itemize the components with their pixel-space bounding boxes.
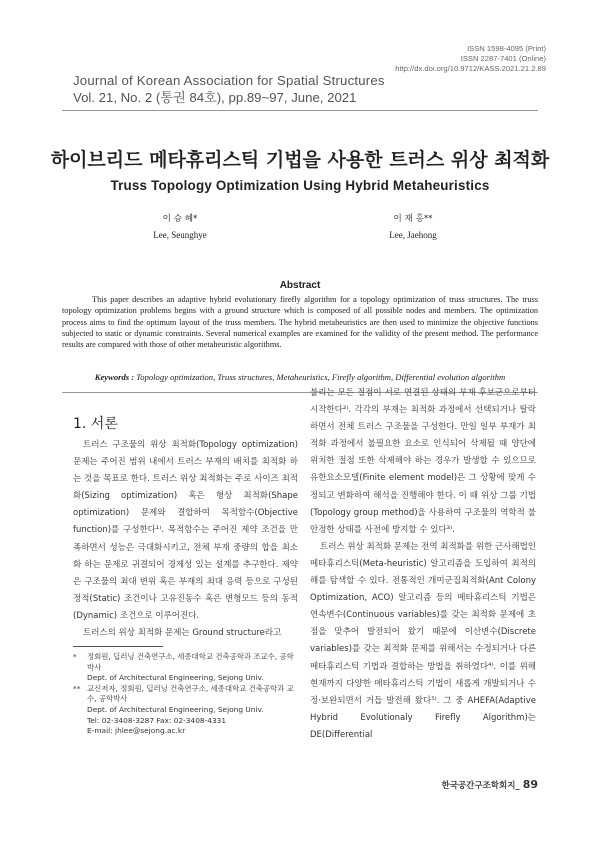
- section-heading: 1. 서론: [73, 416, 118, 432]
- footnote-1-line-2: Dept. of Architectural Engineering, Sejong Univ.: [87, 673, 264, 683]
- author-2: [343, 208, 483, 240]
- keywords-label: Keywords :: [94, 372, 135, 382]
- footnote-1: [73, 652, 298, 684]
- footnote-rule: [73, 646, 163, 647]
- left-paragraph-1: 트러스 구조물의 위상 최적화(Topology optimization) 문제는 주어진 범위 내에서 트러스 부재의 배치를 최적화 하는 것을 목표로 한다. 트러스 위상 최적화는 주로 사이즈 최적화(Sizing optimization) 혹은 형상 최적화(Shape optimization) 문제와 결합하여 목적함수(Objective function)를 구성한다¹⁾. 목적함수는 주어진 제약 조건을 만족하면서 성능은 극대화시키고, 전체 부재 중량의 합을 최소화 하는 문제로 귀결되어 경제성 있는 설계를 추구한다. 제약은 구조물의 최대 변위 혹은 부재의 최대 응력 등으로 구성된 정적(Static) 조건이나 고유진동수 혹은 변형모드 등의 동적(Dynamic) 조건으로 이루어진다.: [73, 440, 298, 621]
- footnotes: [73, 652, 298, 737]
- abstract-body: This paper describes an adaptive hybrid evolutionary firefly algorithm for a topology optimization of truss structures. The truss topology optimization problems begins with a ground structure which is composed of all possible nodes and members. The optimization process aims to find the optimum layout of the truss members. The hybrid metaheuristics are then used to minimize the objective functions subjected to static or dynamic constraints. Several numerical examples are examined for the validity of the present method. The performance results are compared with those of other metaheuristic algorithms.: [62, 295, 538, 350]
- journal-name: Journal of Korean Association for Spatial Structures: [73, 73, 385, 88]
- author-2-name-en: Lee, Jaehong: [389, 230, 437, 240]
- left-paragraph-2: 트러스의 위상 최적화 문제는 Ground structure라고: [83, 628, 282, 639]
- volume-line: Vol. 21, No. 2 (통권 84호), pp.89~97, June, 2021: [73, 90, 357, 105]
- footnote-1-line-1: 정회원, 딥러닝 건축연구소, 세종대학교 건축공학과 조교수, 공학박사: [87, 652, 294, 672]
- footnote-2-line-4[interactable]: E-mail: jhlee@sejong.ac.kr: [87, 726, 186, 736]
- doi-link[interactable]: http://dx.doi.org/10.9712/KASS.2021.21.2.89: [395, 64, 546, 73]
- footnote-2-mark: **: [73, 683, 81, 693]
- right-paragraph-1: 불리는 모든 절점이 서로 연결된 상태의 부재 후보군으로부터 시작한다²⁾. 각각의 부재는 최적화 과정에서 선택되거나 탈락하면서 전체 트러스 구조물을 구성한다. 만일 일부 부재가 최적화 과정에서 불필요한 요소로 인식되어 삭제될 때 양단에 위치한 절점 또한 삭제해야 하는 경우가 발생할 수 있으므로 유한요소모델(Finite element model)은 그 상황에 맞게 수정되고 변화하여 해석을 진행해야 한다. 이 때 위상 그룹 기법(Topology group method)을 사용하여 구조물의 역학적 불안정한 상태를 사전에 방지할 수 있다³⁾.: [310, 388, 536, 535]
- author-1-name-en: Lee, Seunghye: [153, 230, 207, 240]
- issn-print: ISSN 1598-4095 (Print): [467, 44, 546, 53]
- title-korean: 하이브리드 메타휴리스틱 기법을 사용한 트러스 위상 최적화: [50, 149, 550, 171]
- right-column: [310, 385, 536, 744]
- author-1-name-kr: 이 승 혜*: [162, 214, 198, 224]
- header-rule: [62, 110, 538, 111]
- page-number: 89: [522, 778, 538, 791]
- page-footer: [442, 778, 538, 791]
- issn-online: ISSN 2287-7401 (Online): [460, 54, 546, 63]
- issn-block: [395, 44, 546, 74]
- footer-journal: 한국공간구조학회지_: [441, 781, 520, 791]
- footnote-2: [73, 684, 298, 737]
- author-1: [110, 208, 250, 240]
- footnote-1-mark: *: [73, 652, 77, 661]
- left-column: [73, 437, 298, 642]
- right-paragraph-2: 트러스 위상 최적화 문제는 전역 최적화를 위한 근사해법인 메타휴리스틱(Meta-heuristic) 알고리즘을 도입하여 최적의 해를 탐색할 수 있다. 전통적인 개미군집최적화(Ant Colony Optimization, ACO) 알고리즘 등의 메타휴리스틱 기법은 연속변수(Continuous variables)를 갖는 최적화 문제에 초점을 맞추어 발전되어 왔기 때문에 이산변수(Discrete variables)를 갖는 최적화 문제를 위해서는 수정되거나 다른 메타휴리스틱 기법과 결합하는 방법을 취하였다⁴⁾. 이를 위해 현재까지 다양한 메타휴리스틱 기법이 새롭게 개발되거나 수정·보완되면서 거듭 발전해 왔다⁵⁾. 그 중 AHEFA(Adaptive Hybrid Evolutionaly Firefly Algorithm)는 DE(Differential: [310, 541, 536, 740]
- keywords-line: [62, 372, 538, 382]
- footnote-2-line-1: 교신저자, 정회원, 딥러닝 건축연구소, 세종대학교 건축공학과 교수, 공학박사: [87, 683, 294, 704]
- title-english: Truss Topology Optimization Using Hybrid Metaheuristics: [110, 178, 490, 193]
- author-2-name-kr: 이 재 홍**: [393, 214, 433, 224]
- abstract-heading: Abstract: [279, 280, 321, 291]
- footnote-2-line-2: Dept. of Architectural Engineering, Sejong Univ.: [87, 704, 264, 714]
- journal-header: [73, 72, 385, 106]
- keywords-text: Topology optimization, Truss structures, Metaheuristics, Firefly algorithm, Differential evolution algorithm: [136, 372, 506, 382]
- footnote-2-line-3: Tel: 02-3408-3287 Fax: 02-3408-4331: [87, 715, 227, 725]
